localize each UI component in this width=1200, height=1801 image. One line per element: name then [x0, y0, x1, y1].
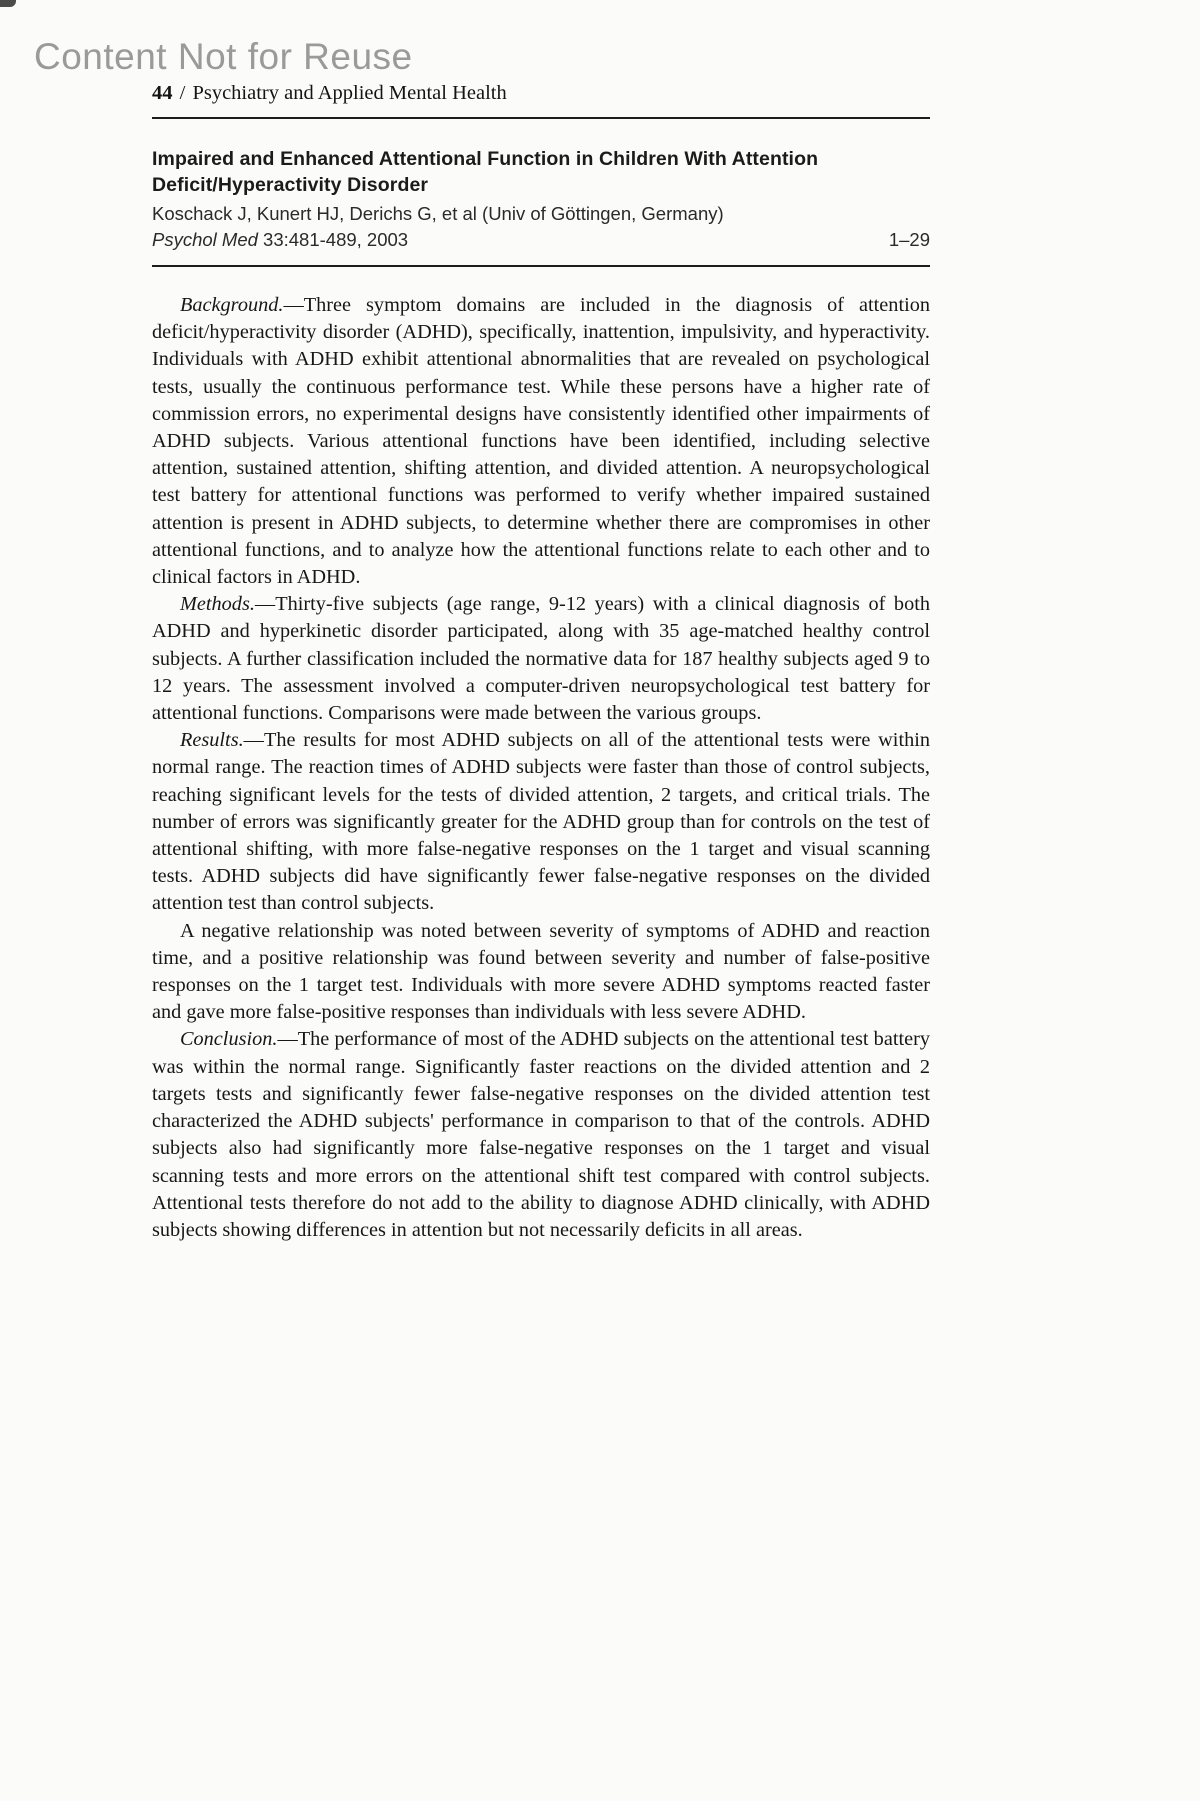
- page-number: 44: [152, 82, 173, 104]
- article-authors: Koschack J, Kunert HJ, Derichs G, et al (Univ of Göttingen, Germany): [152, 203, 724, 224]
- running-head-separator: /: [174, 82, 191, 104]
- paragraph-text: A negative relationship was noted between severity of symptoms of ADHD and reaction time, and a positive relationship was found between severity and number of false-positive responses on the 1 target test. Individuals with more severe ADHD symptoms reacted faster and gave more false-positive responses than individuals with less severe ADHD.: [152, 919, 930, 1024]
- paragraph-lead: Methods.: [180, 593, 255, 616]
- abstract-paragraph-relationship: [152, 918, 930, 1027]
- journal-info: 33:481-489, 2003: [257, 229, 409, 250]
- paragraph-text: —Thirty-five subjects (age range, 9-12 years) with a clinical diagnosis of both ADHD and hyperkinetic disorder participated, along with 35 age-matched healthy control subjects. A further classification included the normative data for 187 healthy subjects aged 9 to 12 years. The assessment involved a computer-driven neuropsychological test battery for attentional functions. Comparisons were made between the various groups.: [152, 593, 930, 725]
- abstract-paragraph-methods: [152, 591, 930, 727]
- paragraph-text: —Three symptom domains are included in the diagnosis of attention deficit/hyperactivity disorder (ADHD), specifically, inattention, impulsivity, and hyperactivity. Individuals with ADHD exhibit attentional abnormalities that are revealed on psychological tests, usually the continuous performance test. While these persons have a higher rate of commission errors, no experimental designs have consistently identified other impairments of ADHD subjects. Various attentional functions have been identified, including selective attention, sustained attention, shifting attention, and divided attention. A neuropsychological test battery for attentional functions was performed to verify whether impaired sustained attention is present in ADHD subjects, to determine whether there are compromises in other attentional functions, and to analyze how the attentional functions relate to each other and to clinical factors in ADHD.: [152, 294, 930, 589]
- running-head: [152, 82, 930, 119]
- journal-citation: [152, 228, 408, 252]
- article-title: Impaired and Enhanced Attentional Function in Children With Attention Deficit/Hyperactivity Disorder: [152, 148, 819, 196]
- paragraph-text: —The performance of most of the ADHD subjects on the attentional test battery was within the normal range. Significantly faster reactions on the divided attention and 2 targets tests and significantly fewer false-negative responses on the divided attention test characterized the ADHD subjects' performance in comparison to that of the controls. ADHD subjects also had significantly more false-negative responses on the 1 target and visual scanning tests and more errors on the attentional shift test compared with control subjects. Attentional tests therefore do not add to the ability to diagnose ADHD clinically, with ADHD subjects showing differences in attention but not necessarily deficits in all areas.: [152, 1028, 930, 1241]
- journal-name: Psychol Med: [152, 229, 258, 250]
- abstract-paragraph-results: [152, 727, 930, 917]
- reference-range: 1–29: [888, 229, 930, 250]
- paragraph-lead: Conclusion.: [180, 1028, 278, 1051]
- scan-artifact: [0, 0, 16, 7]
- abstract-paragraph-background: [152, 292, 930, 591]
- running-head-title: Psychiatry and Applied Mental Health: [192, 82, 507, 104]
- page: [152, 82, 930, 1244]
- journal-line: [152, 228, 930, 252]
- citation-block: [152, 146, 930, 267]
- paragraph-lead: Results.: [180, 729, 244, 752]
- paragraph-lead: Background.: [180, 294, 284, 316]
- abstract-body: [152, 292, 930, 1244]
- watermark: Content Not for Reuse: [34, 36, 413, 77]
- paragraph-text: —The results for most ADHD subjects on all of the attentional tests were within normal range. The reaction times of ADHD subjects were faster than those of control subjects, reaching significant levels for the tests of divided attention, 2 targets, and critical trials. The number of errors was significantly greater for the ADHD group than for controls on the test of attentional shifting, with more false-negative responses on the 1 target and visual scanning tests. ADHD subjects did have significantly fewer false-negative responses on the divided attention test than control subjects.: [152, 729, 930, 915]
- abstract-paragraph-conclusion: [152, 1026, 930, 1244]
